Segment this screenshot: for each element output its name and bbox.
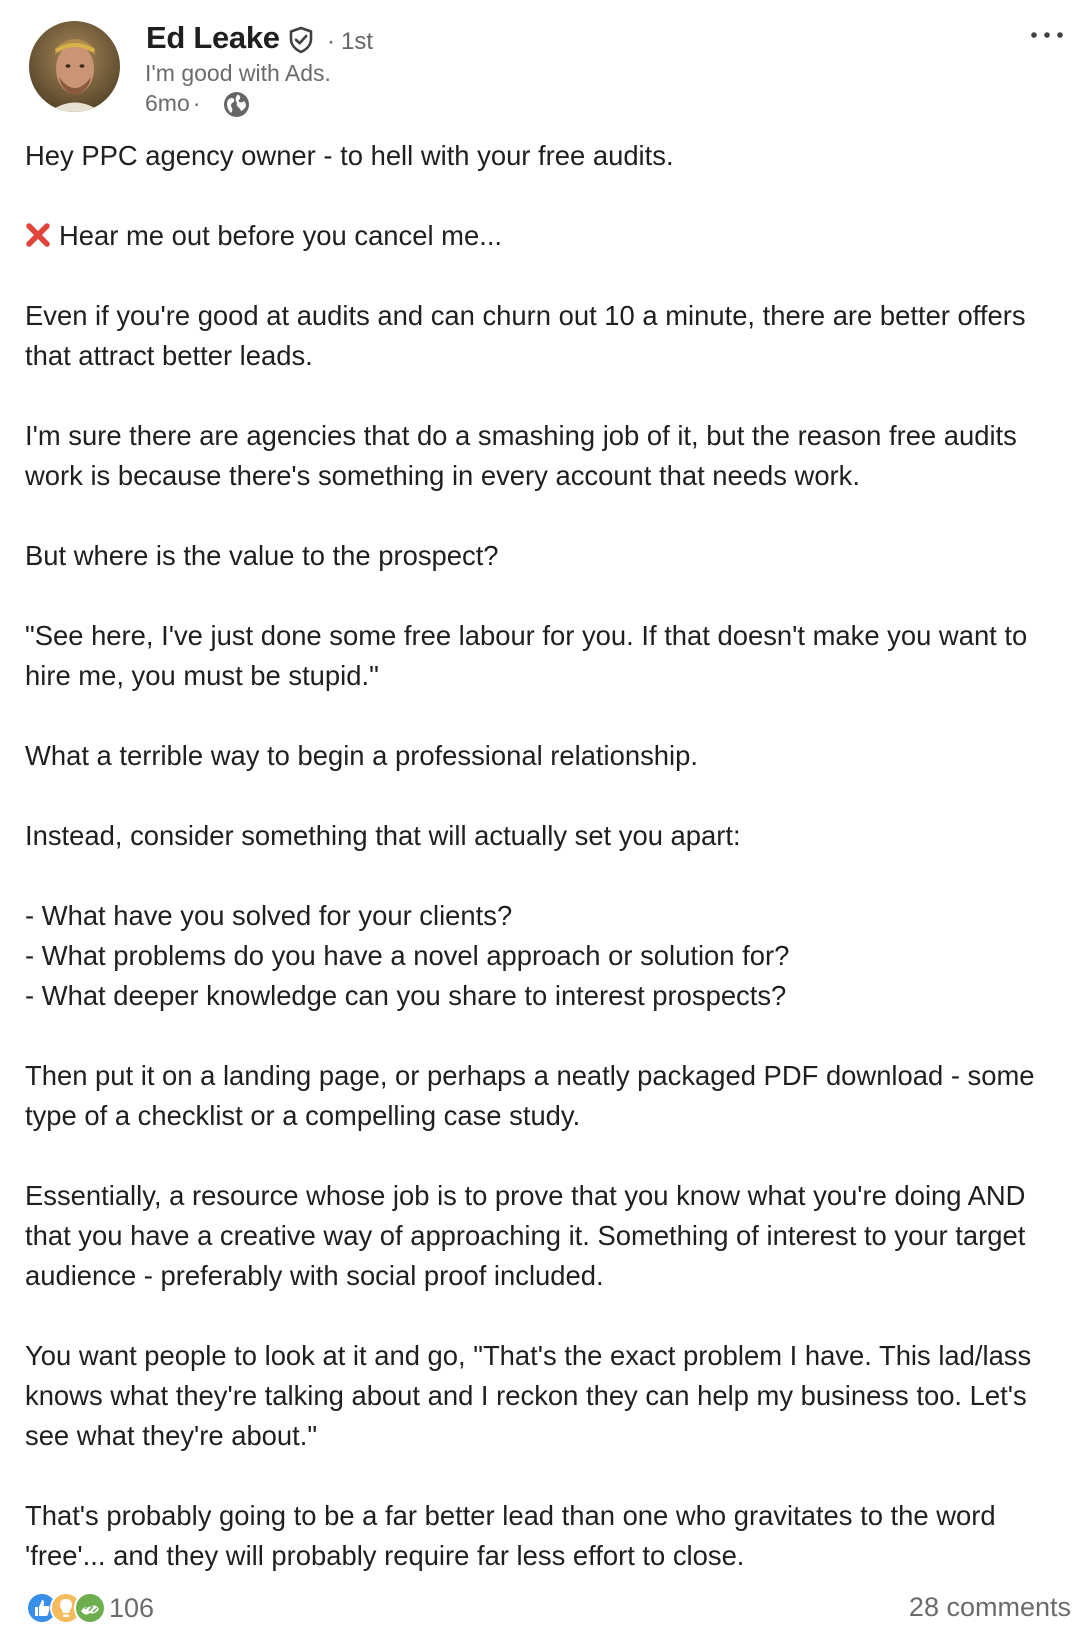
post-paragraph: You want people to look at it and go, "That's the exact problem I have. This lad/lass knows what they're talking about and I reckon they can help my business too. Let's see what they're about." — [25, 1340, 1032, 1451]
post-body — [25, 136, 1075, 1616]
author-name[interactable]: Ed Leake — [146, 20, 280, 55]
post-paragraph: That's probably going to be a far better lead than one who gravitates to the word 'free'... and they will probably require far less effort to close. — [25, 1500, 996, 1571]
post-paragraph: I'm sure there are agencies that do a smashing job of it, but the reason free audits work is because there's something in every account that needs work. — [25, 420, 1017, 491]
connection-degree: · 1st — [327, 28, 374, 55]
post-paragraph: What a terrible way to begin a professional relationship. — [25, 740, 698, 771]
post-paragraph: "See here, I've just done some free labour for you. If that doesn't make you want to hire me, you must be stupid." — [25, 620, 1028, 691]
post-paragraph: Then put it on a landing page, or perhaps a neatly packaged PDF download - some type of a checklist or a compelling case study. — [25, 1060, 1035, 1131]
reaction-icons — [25, 1591, 107, 1625]
connection-degree-label: 1st — [341, 28, 374, 55]
post-footer — [0, 1590, 1090, 1630]
list-item: - What have you solved for your clients? — [25, 900, 513, 931]
more-options-button[interactable] — [1025, 20, 1069, 50]
list-item: - What deeper knowledge can you share to interest prospects? — [25, 980, 787, 1011]
reaction-count: 106 — [109, 1592, 155, 1623]
list-item: - What problems do you have a novel approach or solution for? — [25, 940, 790, 971]
post-meta: 6mo · — [145, 90, 201, 116]
ellipsis-icon — [1030, 31, 1064, 39]
post-paragraph-text: Hear me out before you cancel me... — [59, 220, 503, 251]
author-avatar[interactable] — [29, 21, 120, 112]
post-paragraph: Hey PPC agency owner - to hell with your free audits. — [25, 140, 674, 171]
shield-check-icon — [286, 25, 316, 55]
reactions-summary[interactable] — [25, 1590, 154, 1626]
author-headline: I'm good with Ads. — [145, 60, 331, 86]
post-time[interactable]: 6mo — [145, 90, 190, 116]
post-paragraph: But where is the value to the prospect? — [25, 540, 499, 571]
globe-icon — [223, 91, 250, 118]
post-paragraph: Even if you're good at audits and can churn out 10 a minute, there are better offers that attract better leads. — [25, 300, 1026, 371]
comments-count-link[interactable]: 28 comments — [908, 1592, 1071, 1622]
post-paragraph: Essentially, a resource whose job is to prove that you know what you're doing AND that you have a creative way of approaching it. Something of interest to your target audience - preferably with social proof included. — [25, 1180, 1026, 1291]
support-icon — [73, 1591, 107, 1625]
cross-mark-icon — [25, 222, 51, 248]
post-paragraph — [25, 216, 1075, 256]
post-paragraph: Instead, consider something that will actually set you apart: — [25, 820, 741, 851]
